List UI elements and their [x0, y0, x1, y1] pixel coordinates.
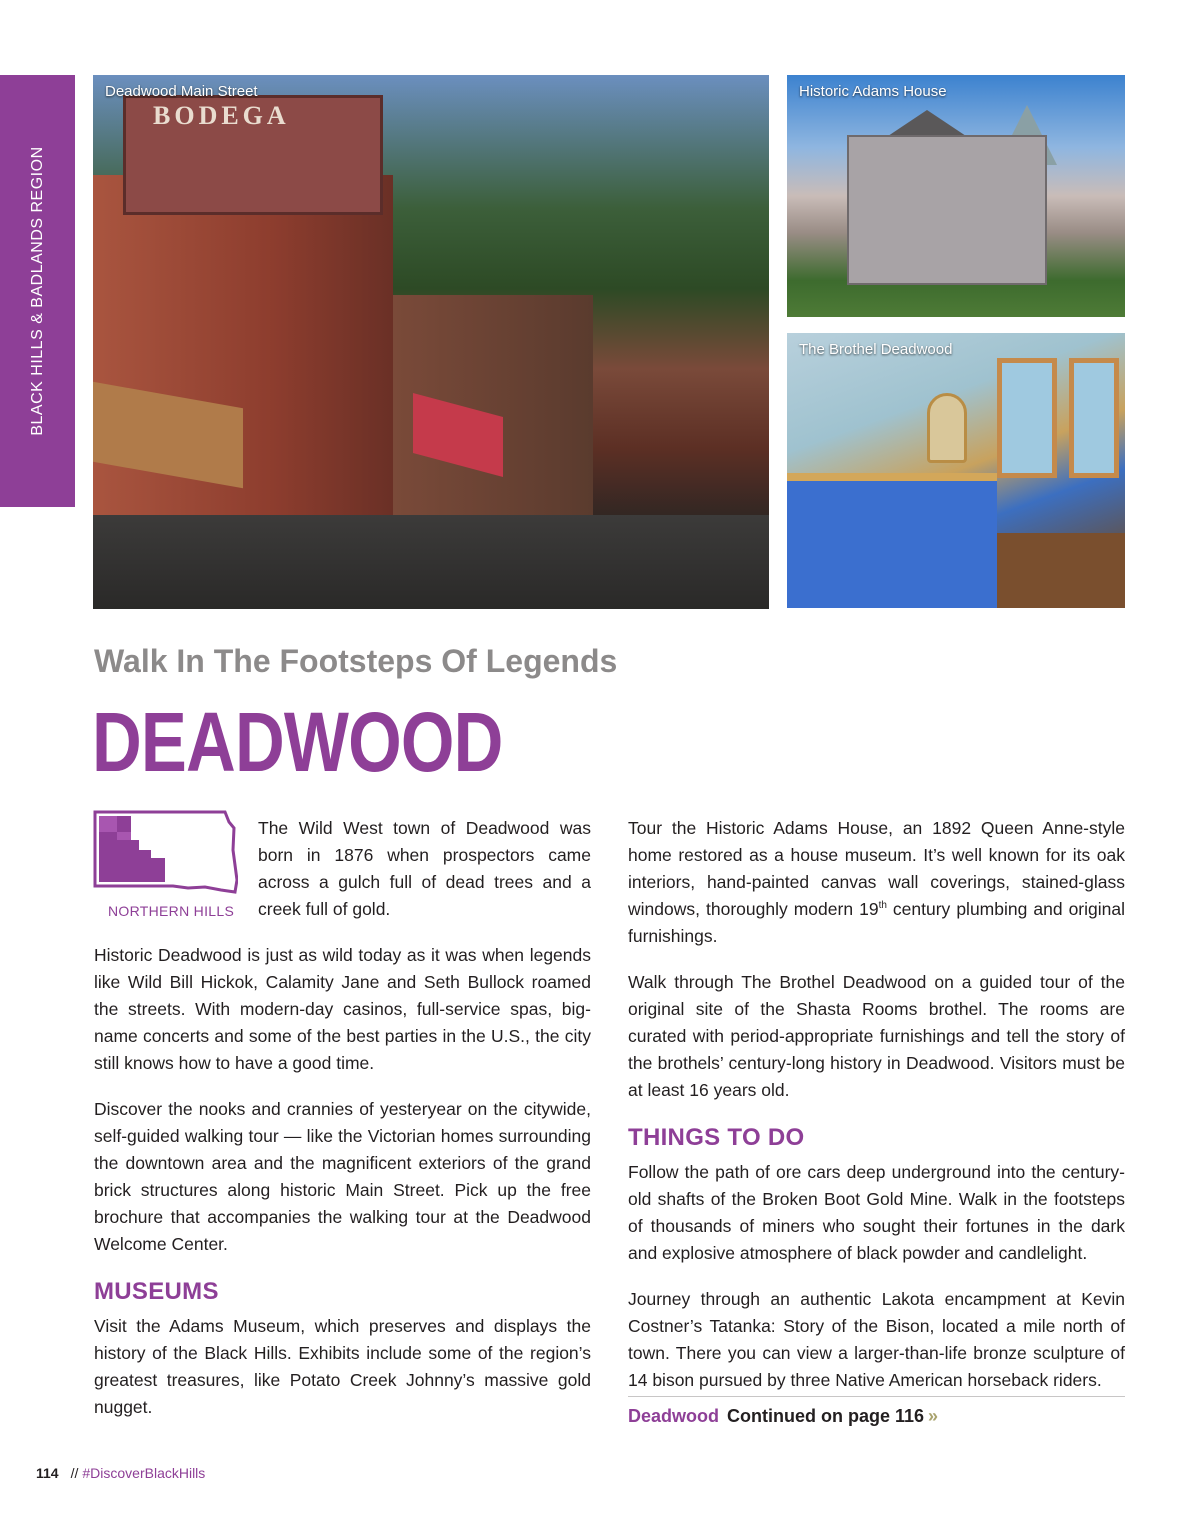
- paragraph: Follow the path of ore cars deep underground into the century-old shafts of the Broken Boot Gold Mine. Walk in the footsteps of thousands of miners who sought their fortunes in the dark and explosive atmosphere of black powder and candlelight.: [628, 1162, 1125, 1263]
- footer-separator: //: [70, 1465, 79, 1481]
- deadwood-main-street-photo: [93, 75, 769, 609]
- paragraph: Discover the nooks and crannies of yesteryear on the citywide, self-guided walking tour — like the Victorian homes surrounding the downtown area and the magnificent exteriors of the grand brick structures along historic Main Street. Pick up the free brochure that accompanies the walking tour at the Deadwood Welcome Center.: [94, 1099, 591, 1254]
- window: [997, 358, 1057, 478]
- text-column-left: [94, 815, 591, 1440]
- page-title: DEADWOOD: [92, 695, 503, 789]
- wood-floor: [987, 533, 1125, 608]
- region-side-tab: [0, 75, 75, 507]
- double-chevron-right-icon: »: [928, 1406, 939, 1426]
- things-to-do-heading: THINGS TO DO: [628, 1124, 805, 1151]
- page-number: 114: [36, 1465, 59, 1481]
- region-label: BLACK HILLS & BADLANDS REGION: [28, 146, 46, 436]
- map-wrap-space: [94, 815, 258, 927]
- superscript: th: [878, 900, 887, 912]
- window: [1069, 358, 1119, 478]
- divider: [628, 1396, 1125, 1397]
- continued-text: Continued on page 116: [727, 1406, 925, 1426]
- photo-caption: The Brothel Deadwood: [799, 341, 953, 358]
- hashtag: #DiscoverBlackHills: [82, 1465, 206, 1481]
- page-kicker: Walk In The Footsteps Of Legends: [94, 643, 618, 679]
- paragraph: The Wild West town of Deadwood was born in 1876 when prospectors came across a gulch full of dead trees and a creek full of gold.: [258, 818, 591, 919]
- paragraph: Walk through The Brothel Deadwood on a guided tour of the original site of the Shasta Rooms brothel. The rooms are curated with period-appropriate furnishings and tell the story of the brothels’ century-long history in Deadwood. Visitors must be at least 16 years old.: [628, 972, 1125, 1100]
- paragraph: Journey through an authentic Lakota encampment at Kevin Costner’s Tatanka: Story of the Bison, located a mile north of town. There you can view a larger-than-life bronze sculpture of 14 bison pursued by three Native American horseback riders.: [628, 1289, 1125, 1390]
- bodega-sign: BODEGA: [153, 101, 290, 130]
- paragraph: Historic Deadwood is just as wild today as it was when legends like Wild Bill Hickok, Calamity Jane and Seth Bullock roamed the streets. With modern-day casinos, full-service spas, big-name concerts and some of the best parties in the U.S., the city still knows how to have a good time.: [94, 945, 591, 1073]
- brothel-deadwood-photo: [787, 333, 1125, 608]
- paragraph: [628, 815, 1125, 950]
- street-road: [93, 515, 769, 609]
- page-footer: [36, 1465, 205, 1481]
- blue-bed: [787, 473, 997, 608]
- paragraph: Visit the Adams Museum, which preserves and displays the history of the Black Hills. Exhibits include some of the region’s greatest treasures, like Potato Creek Johnny’s massive gold nugget.: [94, 1316, 591, 1417]
- museums-heading: MUSEUMS: [94, 1278, 219, 1305]
- photo-caption: Deadwood Main Street: [105, 83, 258, 100]
- vanity-mirror: [927, 393, 967, 463]
- continued-link[interactable]: [628, 1406, 938, 1427]
- paragraph-text: century plumbing and original furnishings.: [628, 899, 1125, 946]
- map-region-label: NORTHERN HILLS: [108, 903, 235, 919]
- paragraph-text: Tour the Historic Adams House, an 1892 Queen Anne-style home restored as a house museum. It’s well known for its oak interiors, hand-painted canvas wall coverings, stained-glass windows, thoroughly modern 19: [628, 818, 1125, 919]
- continued-place: Deadwood: [628, 1406, 720, 1426]
- text-column-right: [628, 815, 1125, 1413]
- house-body: [847, 135, 1047, 285]
- photo-caption: Historic Adams House: [799, 83, 947, 100]
- adams-house-photo: [787, 75, 1125, 317]
